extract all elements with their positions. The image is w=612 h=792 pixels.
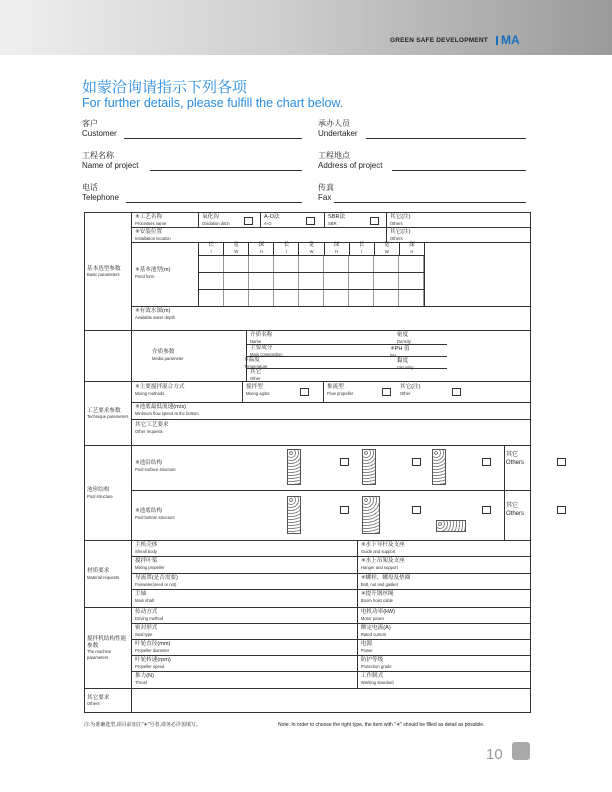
pool-surface-checkbox-3[interactable] [482,458,491,466]
pool-group-label: 池形结构 Pool structure [85,446,132,541]
fax-field[interactable] [334,202,526,203]
pool-bottom-checkbox-1[interactable] [340,506,349,514]
pool-surface-shape-3 [432,449,446,485]
process-name-label: ✳工艺名称 Processes name [135,214,167,226]
process-other-label: 其它(注) Others [390,214,411,226]
density-label: 密度 Density [397,332,411,344]
machine-item[interactable]: 推力(N) Thrust [135,673,154,685]
main-composition-label: 主要成分 Main composition [250,345,283,357]
customer-field[interactable] [124,138,302,139]
machine-item[interactable]: 工作制式 Working standard [360,673,394,685]
pool-surface-shape-1 [287,449,301,485]
pool-surface-other-checkbox[interactable] [557,458,566,466]
material-item[interactable]: ✳螺栓、螺母及垫圈 Bolt, nut and gasket [358,574,530,590]
mixing-methods-label: ✳主要搅拌混合方式 Mixing methods [135,384,185,396]
pool-surface-checkbox-2[interactable] [412,458,421,466]
ph-label: ✳PH 值 PH [390,346,410,358]
material-item[interactable]: 搅拌叶桨 Mixing propeller [132,557,357,574]
project-name-label: 工程名称 Name of project [82,151,139,170]
material-item[interactable]: ✳提升钢丝绳 Boom hoist cable [360,591,394,603]
install-location-label: ✳安装位置 Installation location [135,229,171,241]
pool-bottom-shape-3 [436,520,466,532]
temperature-label: ✳温度 Temperature [244,357,268,369]
option-sbr[interactable]: SBR法 SBR [328,214,346,226]
brand-logo: MA [501,33,520,47]
pond-dimension-grid [198,242,425,306]
dim-input-row[interactable] [199,256,424,273]
telephone-field[interactable] [126,202,302,203]
others-group-label: 其它要求 Others [85,689,132,713]
dim-input-row[interactable] [199,290,424,307]
pond-form-label: ✳基本池型(m) Pond form [135,267,171,279]
pool-surface-others: 其它 Others [506,452,525,466]
install-other-label: 其它(注) Others [390,229,411,241]
material-item[interactable]: 导流罩(是否需要) Fairwater(need or not) [132,574,357,590]
material-group-label: 材质要求 Material requests [85,541,132,608]
agitor-checkbox[interactable] [300,388,309,396]
ao-checkbox[interactable] [306,217,315,225]
page-icon [512,742,530,760]
material-item[interactable]: ✳水下导杆及支座 Guide and support [358,541,530,557]
pool-bottom-checkbox-3[interactable] [482,506,491,514]
dim-header: 深 H [249,242,274,255]
title-chinese: 如蒙洽询请指示下列各项 [82,79,248,96]
pool-bottom-shape-2 [362,496,380,534]
machine-item[interactable]: 密封形式 Seal type [132,624,357,640]
option-oxidation-ditch[interactable]: 氧化沟 Oxidation ditch [202,214,230,226]
mixing-other-checkbox[interactable] [452,388,461,396]
machine-item[interactable]: 电源 Power [358,640,530,656]
machine-item[interactable]: 叶轮直径(mm) Propeller diameter [132,640,357,656]
media-other-label: 其它 Other [250,369,262,381]
material-item[interactable]: 主机壳体 Sheall body [132,541,357,557]
note-english: Note: In order to choose the right type, the item with "✳" should be filled as detail as possible. [278,722,485,728]
dim-header: 深 H [409,242,415,254]
media-parameter-label: 介质参数 Media parameter [152,349,184,361]
propeller-checkbox[interactable] [382,388,391,396]
material-item[interactable]: 主轴 Main shaft [135,591,155,603]
project-address-label: 工程地点 Address of project [318,151,383,170]
dim-header: 长 l [350,242,375,255]
pool-surface-shape-2 [362,449,376,485]
tech-group-label: 工艺要求参数 Technique parameters [85,382,132,446]
mixing-other-label: 其它(注) Other [400,384,421,396]
option-ao[interactable]: A-O法 A-O [264,214,280,226]
others-field[interactable] [132,689,531,713]
dim-header: 宽 W [299,242,324,255]
header-divider [496,36,498,45]
telephone-label: 电话 Telephone [82,183,119,202]
dim-header: 宽 W [224,242,249,255]
pool-bottom-shape-1 [287,496,301,534]
pool-surface-checkbox-1[interactable] [340,458,349,466]
viscosity-label: 黏度 Viscosity [397,358,414,370]
dim-header: 长 l [274,242,299,255]
machine-item[interactable]: 传动方式 Driving method [132,608,357,624]
undertaker-label: 承办人员 Undertaker [318,119,358,138]
pool-bottom-checkbox-2[interactable] [412,506,421,514]
header-tagline: GREEN SAFE DEVELOPMENT [390,37,488,44]
pool-surface-label: ✳池沿结构 Pool surface structure [135,460,176,472]
undertaker-field[interactable] [366,138,526,139]
fax-label: 传真 Fax [318,183,334,202]
title-english: For further details, please fulfill the chart below. [82,96,344,110]
machine-item[interactable]: 额定电流(A) Rated current [358,624,530,640]
pool-bottom-label: ✳池底结构 Pool bottom structure [135,508,175,520]
basic-group-label: 基本选型参数 Basic parameters [85,213,132,331]
machine-item[interactable]: 防护等级 Protection grade [358,656,530,672]
dim-input-row[interactable] [199,273,424,290]
other-requests-label: 其它工艺要求 Other requests [135,422,169,434]
note-chinese: 注:为准确选型,项目前加注"✳"号者,请务必详加填写。 [84,722,201,728]
page-number: 10 [486,746,503,763]
pool-bottom-other-checkbox[interactable] [557,506,566,514]
requirements-table [84,212,531,713]
dim-header: 宽 W [375,242,400,255]
dim-header: 深 H [325,242,350,255]
dim-header: 长 l [199,242,224,255]
water-depth-label: ✳有效水深(m) Available water depth [135,308,175,320]
project-address-field[interactable] [392,170,526,171]
machine-item[interactable]: 叶轮转速(rpm) Propeller speed [132,656,357,672]
machine-group-label: 搅拌机结构性能参数 The machine parameters [85,608,132,689]
page-header [0,0,612,55]
oxidation-checkbox[interactable] [244,217,253,225]
customer-label: 客户 Customer [82,119,117,138]
min-flow-speed-label: ✳池底最低流速(m/s) Minimum flow speed at the bottom [135,404,199,416]
option-mixing-agitor[interactable]: 搅拌型 Mixing agitor [246,384,270,396]
project-name-field[interactable] [150,170,302,171]
machine-item[interactable]: 电机功率(kW) Motor power [358,608,530,624]
sbr-checkbox[interactable] [370,217,379,225]
option-flow-propeller[interactable]: 推流型 Flow propeller [327,384,354,396]
material-item[interactable]: ✳水上吊架及支座 Hanger and support [358,557,530,574]
pool-bottom-others: 其它 Others [506,503,525,517]
media-name-label: 介质名称 Name [250,332,273,344]
